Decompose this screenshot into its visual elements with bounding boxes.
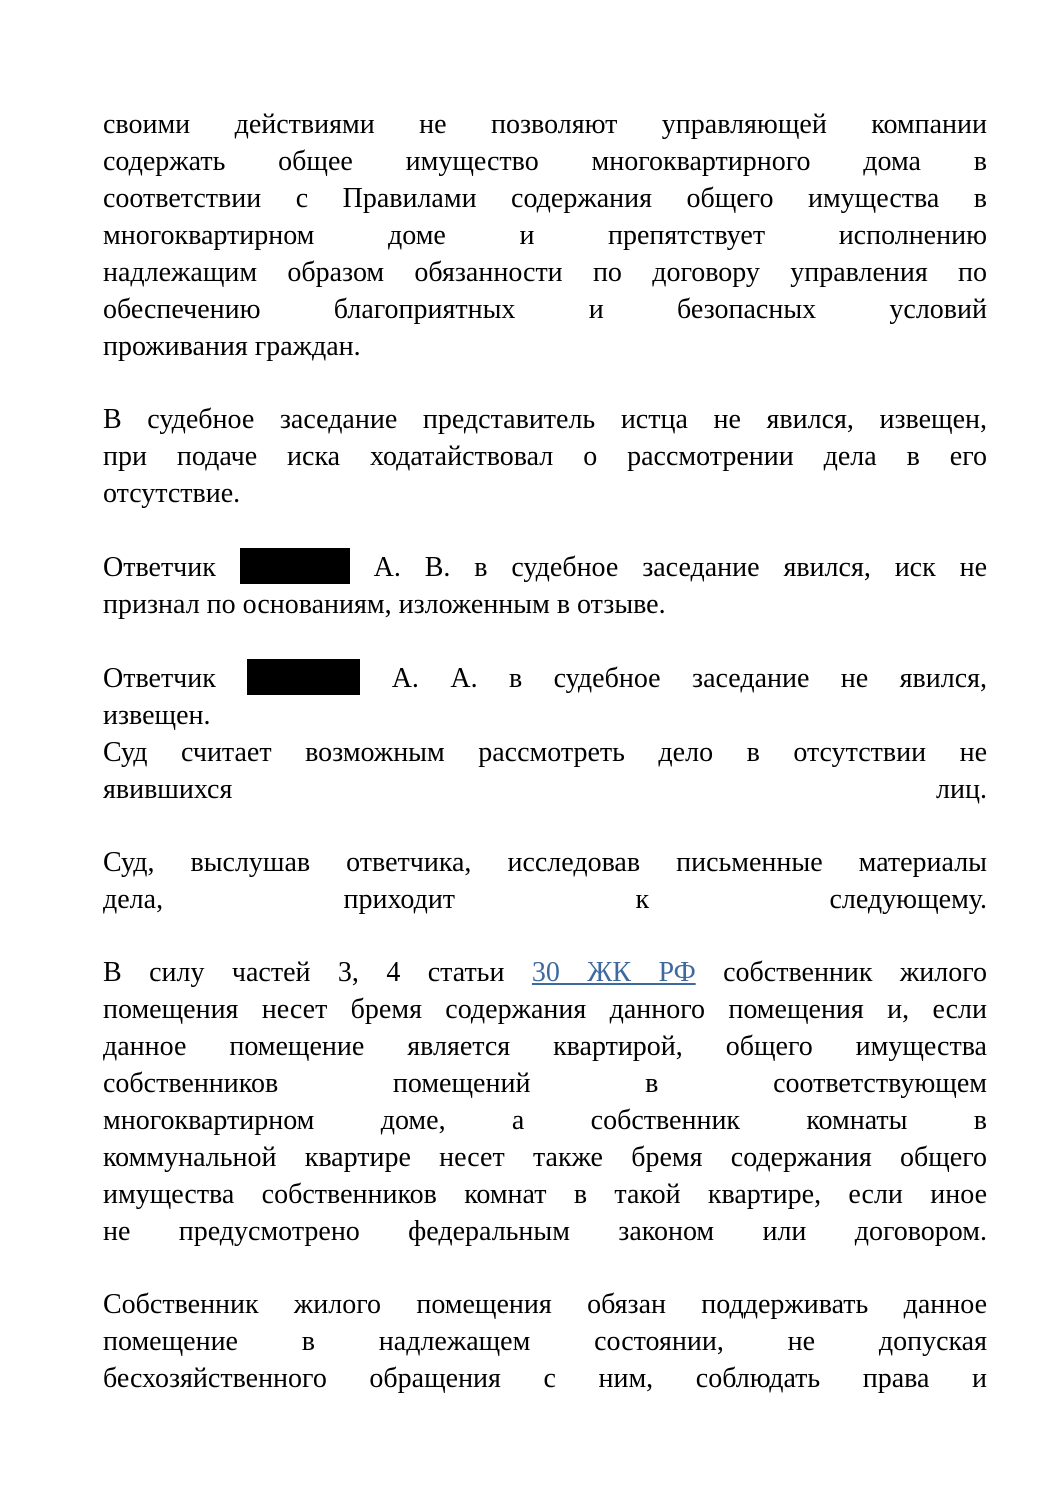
paragraph	[103, 844, 987, 918]
text-line: своими действиями не позволяют управляющей компании	[103, 109, 987, 140]
text-segment: А. А. в судебное заседание не явился,	[391, 663, 988, 694]
text-line: не предусмотрено федеральным законом или договором.	[103, 1216, 987, 1247]
text-line: соответствии с Правилами содержания общего имущества в	[103, 183, 987, 214]
text-line: содержать общее имущество многоквартирного дома в	[103, 146, 987, 177]
text-segment: А. В. в судебное заседание явился, иск не	[373, 552, 987, 583]
text-line: Суд, выслушав ответчика, исследовав письменные материалы	[103, 847, 987, 878]
redaction-box	[247, 659, 360, 695]
text-line: коммунальной квартире несет также бремя содержания общего	[103, 1142, 987, 1173]
text-segment: Ответчик	[103, 663, 216, 694]
text-segment: В силу частей 3, 4 статьи	[103, 957, 505, 988]
text-line: обеспечению благоприятных и безопасных условий	[103, 294, 987, 325]
text-line: извещен.	[103, 700, 211, 731]
text-line	[103, 548, 987, 586]
text-segment: собственник жилого	[723, 957, 988, 988]
paragraph	[103, 1286, 987, 1397]
text-line: Суд считает возможным рассмотреть дело в отсутствии не	[103, 737, 987, 768]
redaction-box	[240, 548, 350, 584]
paragraph	[103, 954, 987, 1250]
law-article-link[interactable]: 30 ЖК РФ	[531, 957, 696, 988]
text-line: при подаче иска ходатайствовал о рассмотрении дела в его	[103, 441, 987, 472]
text-line: явившихся лиц.	[103, 774, 987, 805]
text-line: собственников помещений в соответствующем	[103, 1068, 987, 1099]
text-segment: Ответчик	[103, 552, 216, 583]
text-line: бесхозяйственного обращения с ним, соблюдать права и	[103, 1363, 987, 1394]
text-line	[103, 954, 987, 991]
paragraph	[103, 106, 987, 365]
text-line: помещение в надлежащем состоянии, не допуская	[103, 1326, 987, 1357]
text-line: дела, приходит к следующему.	[103, 884, 987, 915]
text-line: В судебное заседание представитель истца не явился, извещен,	[103, 404, 987, 435]
text-line: проживания граждан.	[103, 331, 361, 362]
text-line	[103, 659, 987, 697]
paragraph	[103, 548, 987, 623]
text-line: имущества собственников комнат в такой квартире, если иное	[103, 1179, 987, 1210]
text-line: данное помещение является квартирой, общего имущества	[103, 1031, 987, 1062]
text-line: Собственник жилого помещения обязан поддерживать данное	[103, 1289, 987, 1320]
text-line: признал по основаниям, изложенным в отзыве.	[103, 589, 666, 620]
paragraph	[103, 401, 987, 512]
paragraph	[103, 659, 987, 734]
text-line: отсутствие.	[103, 478, 241, 509]
text-line: многоквартирном доме, а собственник комнаты в	[103, 1105, 987, 1136]
text-line: помещения несет бремя содержания данного помещения и, если	[103, 994, 987, 1025]
text-line: многоквартирном доме и препятствует исполнению	[103, 220, 987, 251]
paragraph	[103, 734, 987, 808]
text-line: надлежащим образом обязанности по договору управления по	[103, 257, 987, 288]
